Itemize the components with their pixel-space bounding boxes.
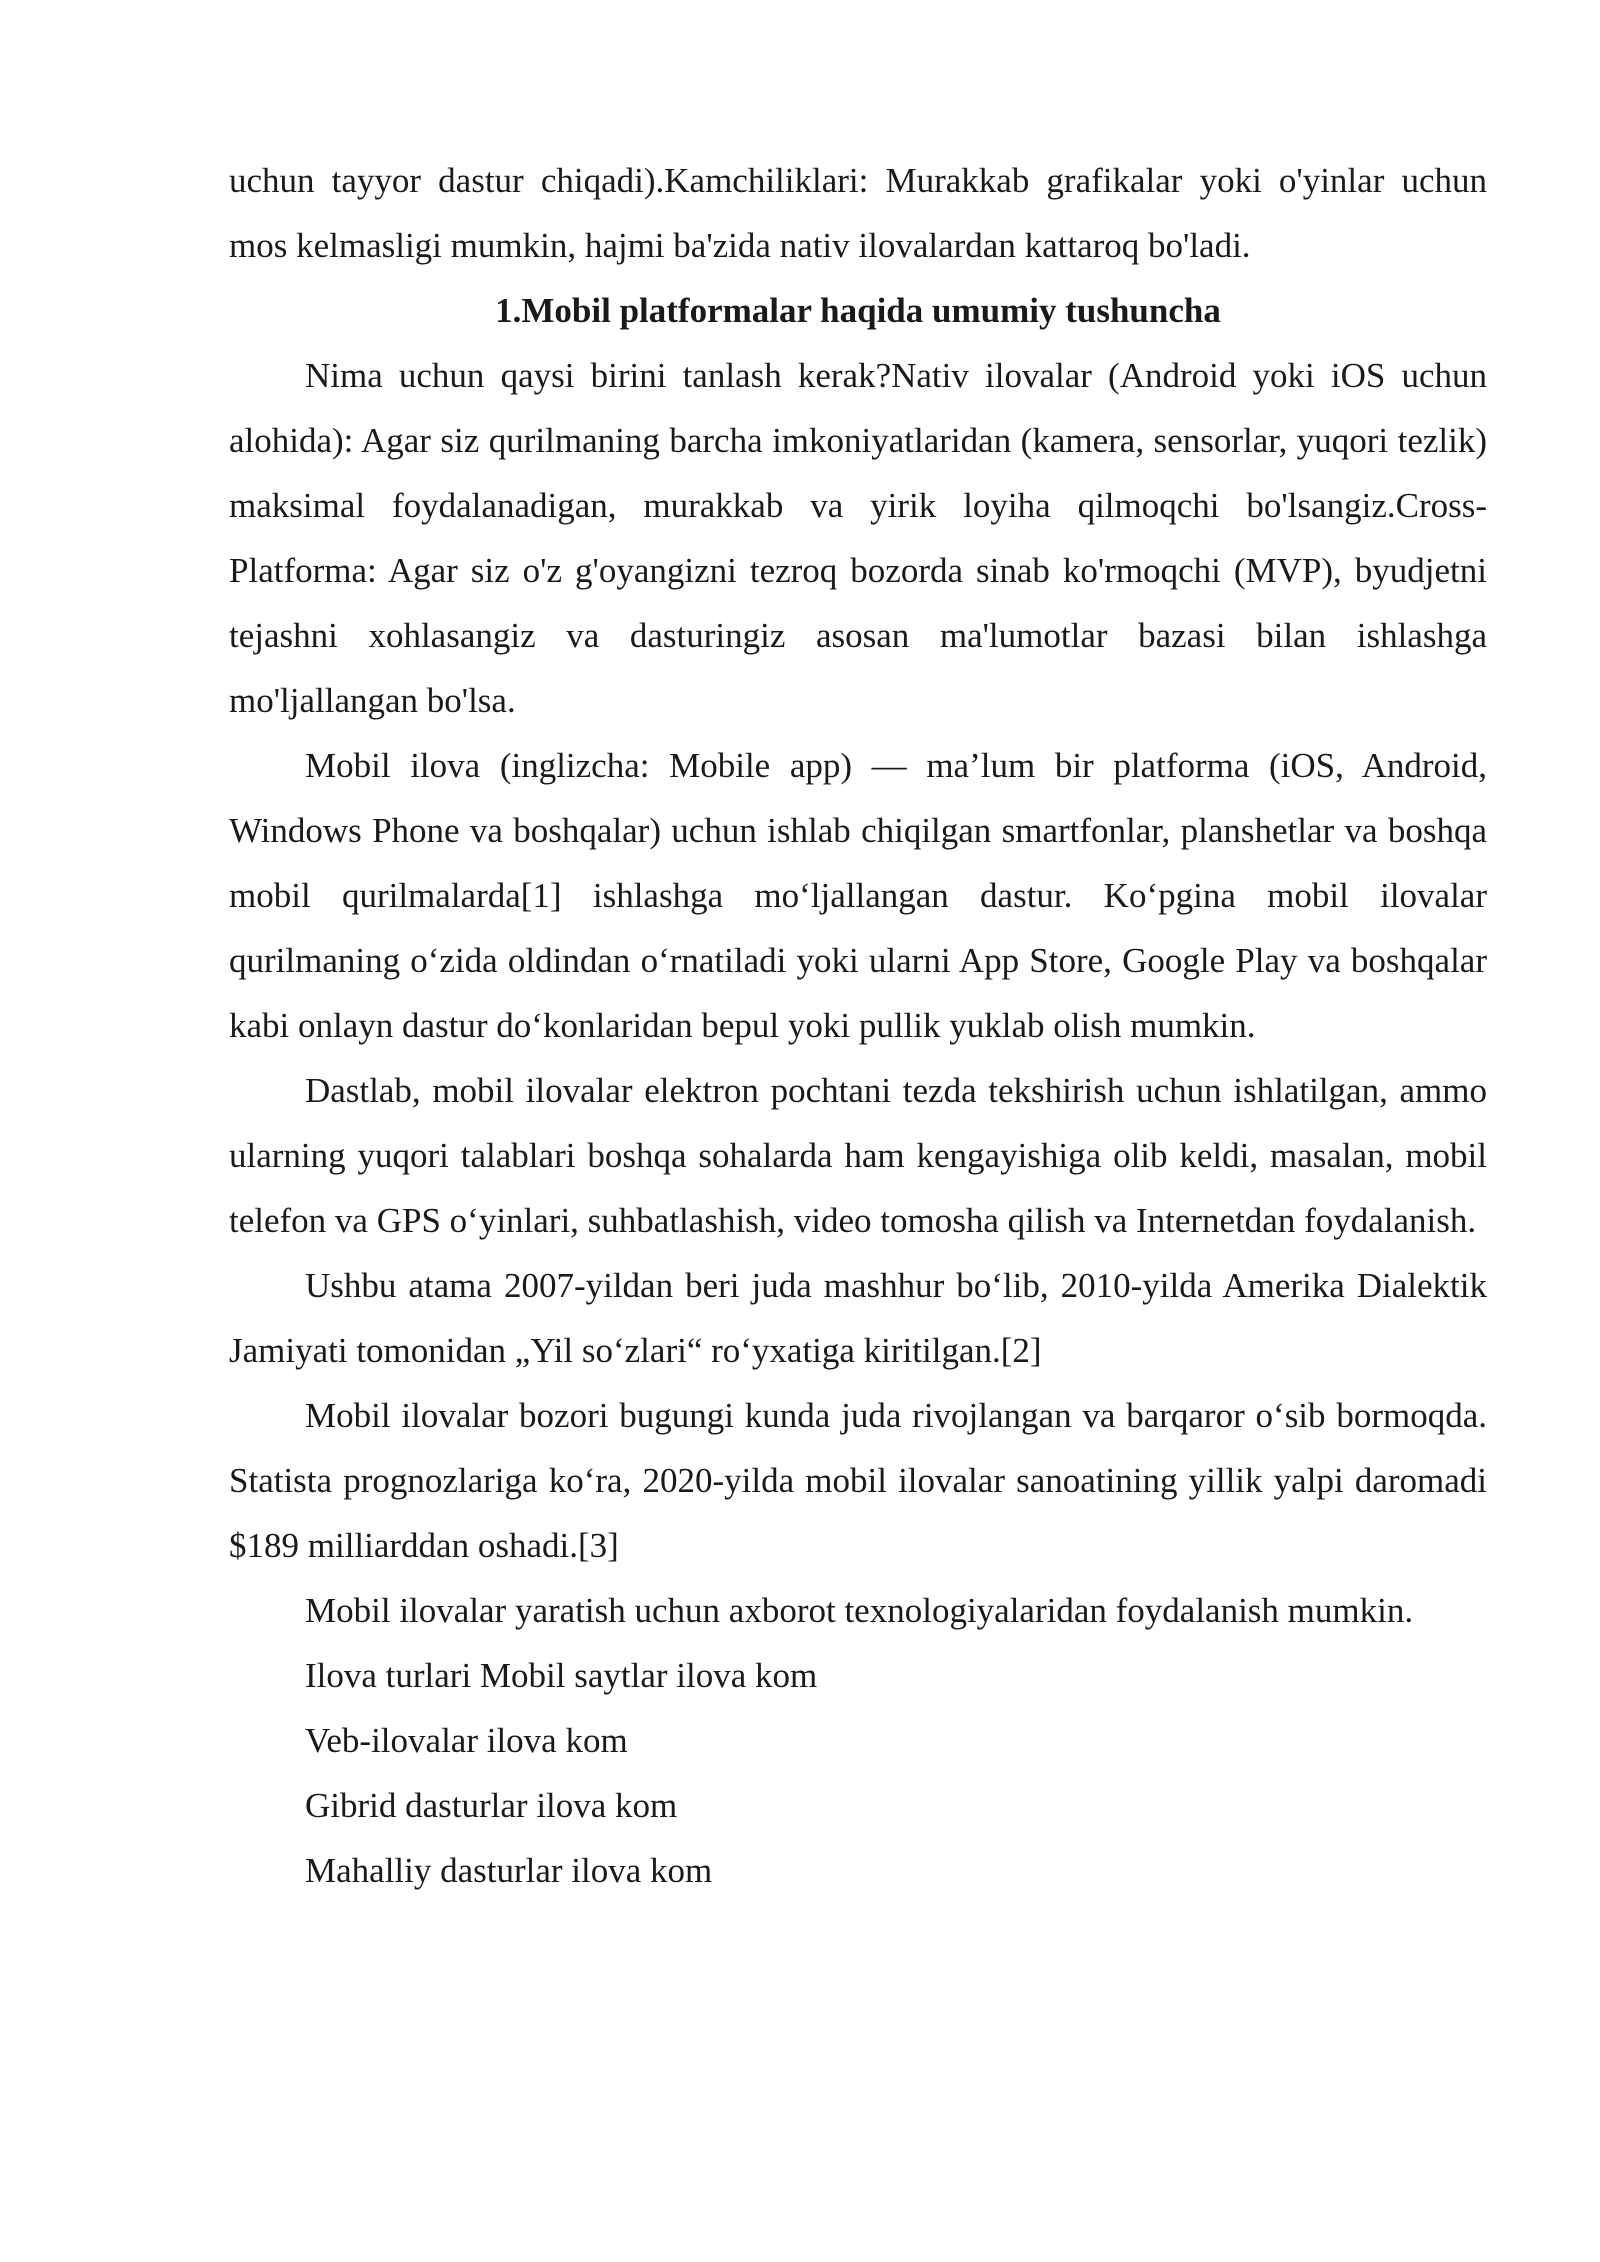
paragraph-market: Mobil ilovalar bozori bugungi kunda juda rivojlangan va barqaror oʻsib bormoqda. Statista prognozlariga koʻra, 2020-yilda mobil ilovalar sanoatining yillik yalpi daromadi $189 milliarddan oshadi.[3] [229,1396,1487,1565]
section-heading: 1.Mobil platformalar haqida umumiy tushuncha [495,291,1221,330]
document-page [229,148,1487,1903]
list-item: Mahalliy dasturlar ilova kom [305,1851,713,1890]
paragraph-history: Dastlab, mobil ilovalar elektron pochtani tezda tekshirish uchun ishlatilgan, ammo ularning yuqori talablari boshqa sohalarda ham kengayishiga olib keldi, masalan, mobil telefon va GPS oʻyinlari, suhbatlashish, video tomosha qilish va Internetdan foydalanish. [229,1071,1487,1240]
list-item: Veb-ilovalar ilova kom [305,1721,628,1760]
paragraph-term: Ushbu atama 2007-yildan beri juda mashhur boʻlib, 2010-yilda Amerika Dialektik Jamiyati tomonidan „Yil soʻzlari“ roʻyxatiga kiritilgan.[2] [229,1266,1487,1370]
paragraph-mobile-app-definition: Mobil ilova (inglizcha: Mobile app) — ma’lum bir platforma (iOS, Android, Windows Phone va boshqalar) uchun ishlab chiqilgan smartfonlar, planshetlar va boshqa mobil qurilmalarda[1] ishlashga moʻljallangan dastur. Koʻpgina mobil ilovalar qurilmaning oʻzida oldindan oʻrnatiladi yoki ularni App Store, Google Play va boshqalar kabi onlayn dastur doʻkonlaridan bepul yoki pullik yuklab olish mumkin. [229,746,1487,1045]
list-item: Ilova turlari Mobil saytlar ilova kom [305,1656,818,1695]
list-item: Gibrid dasturlar ilova kom [305,1786,678,1825]
paragraph-it: Mobil ilovalar yaratish uchun axborot texnologiyalaridan foydalanish mumkin. [305,1591,1414,1630]
intro-paragraph: uchun tayyor dastur chiqadi).Kamchiliklari: Murakkab grafikalar yoki o'yinlar uchun mos kelmasligi mumkin, hajmi ba'zida nativ ilovalardan kattaroq bo'ladi. [229,161,1487,265]
paragraph-native-vs-cross: Nima uchun qaysi birini tanlash kerak?Nativ ilovalar (Android yoki iOS uchun alohida): Agar siz qurilmaning barcha imkoniyatlaridan (kamera, sensorlar, yuqori tezlik) maksimal foydalanadigan, murakkab va yirik loyiha qilmoqchi bo'lsangiz.Cross-Platforma: Agar siz o'z g'oyangizni tezroq bozorda sinab ko'rmoqchi (MVP), byudjetni tejashni xohlasangiz va dasturingiz asosan ma'lumotlar bazasi bilan ishlashga mo'ljallangan bo'lsa. [229,356,1487,720]
